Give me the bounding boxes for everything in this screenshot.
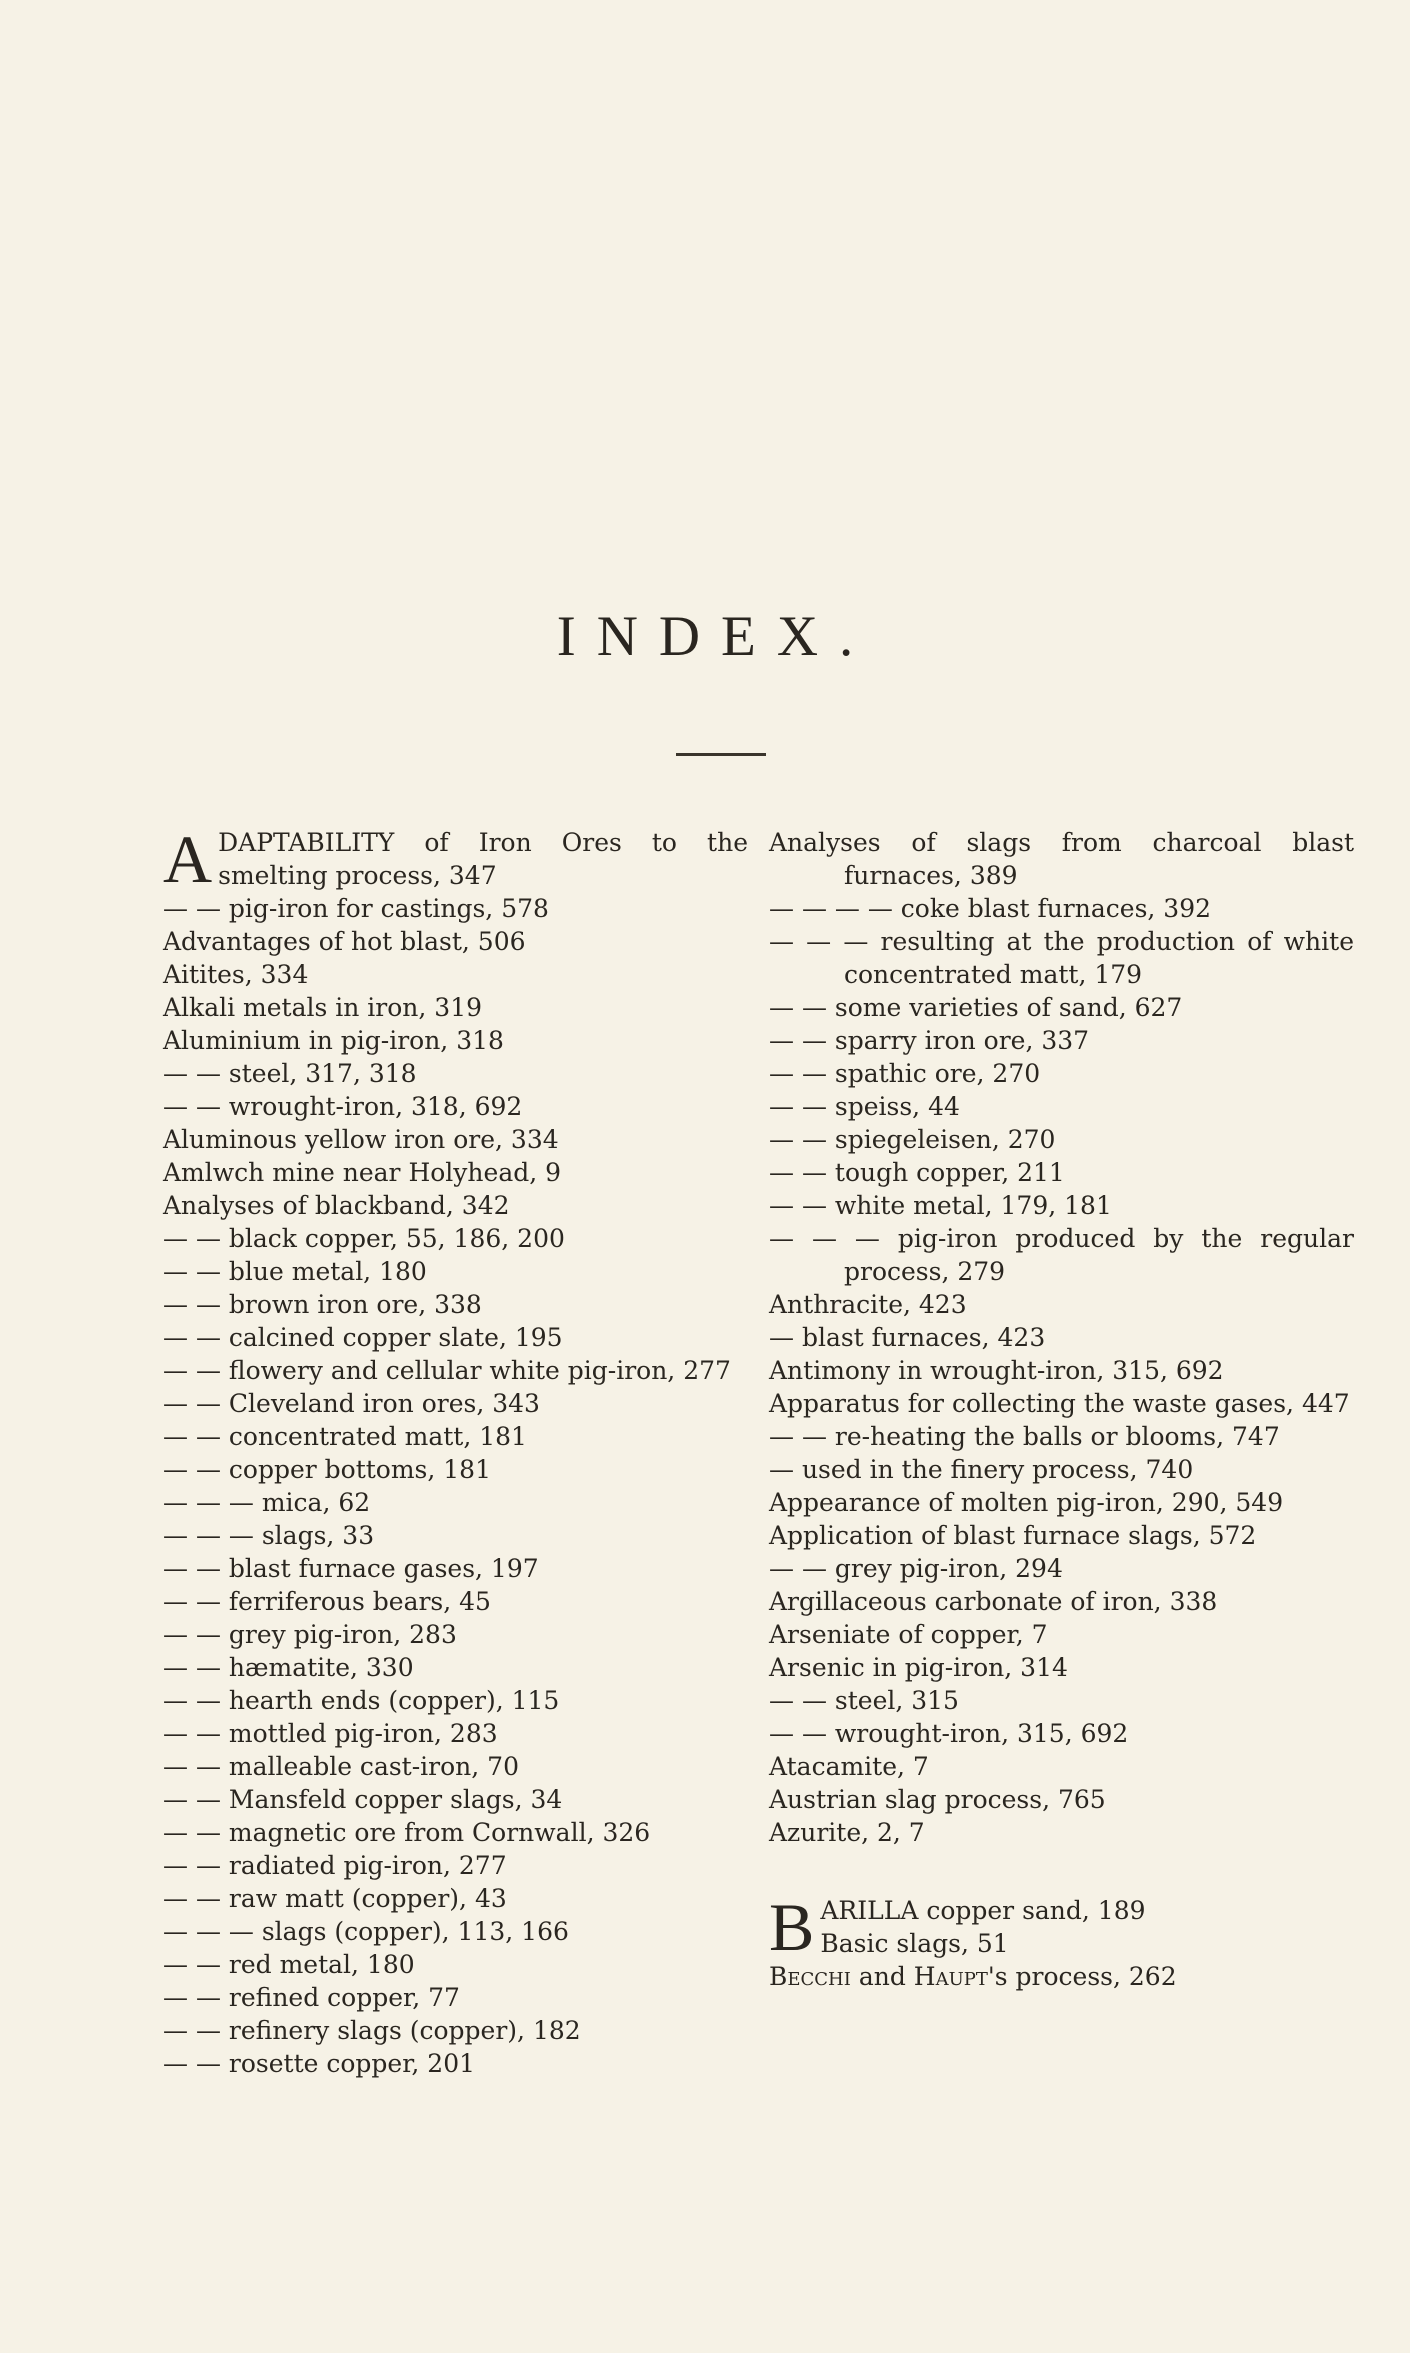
index-entry: Aitites, 334 — [163, 960, 309, 989]
index-entry: Argillaceous carbonate of iron, 338 — [769, 1587, 1218, 1616]
dropcap-b: B — [769, 1889, 815, 1965]
index-entry: — — Cleveland iron ores, 343 — [163, 1389, 540, 1418]
index-entry: — — re-heating the balls or blooms, 747 — [769, 1422, 1280, 1451]
index-entry: Atacamite, 7 — [769, 1752, 929, 1781]
index-entry: — — sparry iron ore, 337 — [769, 1026, 1090, 1055]
index-entry: — — — slags, 33 — [163, 1521, 375, 1550]
becchi-smallcaps: Becchi — [769, 1962, 851, 1991]
index-entry: — — — resulting at the production of white concentrated matt, 179 — [769, 927, 1354, 989]
index-entry: — — — mica, 62 — [163, 1488, 371, 1517]
index-entry: — — refinery slags (copper), 182 — [163, 2016, 581, 2045]
index-entry: — — rosette copper, 201 — [163, 2049, 476, 2078]
index-entry: Appearance of molten pig-iron, 290, 549 — [769, 1488, 1284, 1517]
index-entry: Alkali metals in iron, 319 — [163, 993, 483, 1022]
index-entry: — — copper bottoms, 181 — [163, 1455, 491, 1484]
index-entry: Antimony in wrought-iron, 315, 692 — [769, 1356, 1224, 1385]
page-title: INDEX. — [556, 605, 875, 668]
index-entry: — — Mansfeld copper slags, 34 — [163, 1785, 563, 1814]
index-entry: — — tough copper, 211 — [769, 1158, 1065, 1187]
index-entry: — — raw matt (copper), 43 — [163, 1884, 507, 1913]
index-entry: Analyses of slags from charcoal blast furnaces, 389 — [769, 828, 1354, 890]
index-entry: — — ferriferous bears, 45 — [163, 1587, 491, 1616]
index-entry-becchi — [769, 1960, 1354, 1993]
dropcap-a: A — [163, 821, 213, 897]
index-entry: — — wrought-iron, 318, 692 — [163, 1092, 523, 1121]
index-entry: — — wrought-iron, 315, 692 — [769, 1719, 1129, 1748]
index-entry: Azurite, 2, 7 — [769, 1818, 925, 1847]
becchi-tail: 's process, 262 — [987, 1962, 1177, 1991]
index-entry: Advantages of hot blast, 506 — [163, 927, 526, 956]
index-entry: — — grey pig-iron, 283 — [163, 1620, 457, 1649]
index-column-left — [163, 821, 748, 2080]
index-entry: — — malleable cast-iron, 70 — [163, 1752, 519, 1781]
index-entry: — — calcined copper slate, 195 — [163, 1323, 563, 1352]
index-entry: Apparatus for collecting the waste gases, 447 — [769, 1389, 1350, 1418]
index-entry: — used in the finery process, 740 — [769, 1455, 1194, 1484]
haupt-smallcaps: Haupt — [913, 1962, 988, 1991]
index-entry: Arsenic in pig-iron, 314 — [769, 1653, 1068, 1682]
index-entry: — — blast furnace gases, 197 — [163, 1554, 539, 1583]
index-entry: — — — — coke blast furnaces, 392 — [769, 894, 1212, 923]
index-entry: — — grey pig-iron, 294 — [769, 1554, 1063, 1583]
index-entry: — — refined copper, 77 — [163, 1983, 460, 2012]
index-entry: — — red metal, 180 — [163, 1950, 415, 1979]
title-rule — [676, 753, 766, 756]
b-first-text: copper sand, 189 — [918, 1896, 1146, 1925]
index-entry: — — hearth ends (copper), 115 — [163, 1686, 560, 1715]
index-entry: — — steel, 315 — [769, 1686, 959, 1715]
index-entry: Application of blast furnace slags, 572 — [769, 1521, 1257, 1550]
index-entry: — — magnetic ore from Cornwall, 326 — [163, 1818, 651, 1847]
index-entry: — — concentrated matt, 181 — [163, 1422, 527, 1451]
index-list-left — [163, 892, 748, 2080]
index-entry: Anthracite, 423 — [769, 1290, 967, 1319]
index-entry: — — steel, 317, 318 — [163, 1059, 417, 1088]
index-entry: — — radiated pig-iron, 277 — [163, 1851, 507, 1880]
index-entry: — — brown iron ore, 338 — [163, 1290, 482, 1319]
lead-text: of Iron Ores to the smelting process, 347 — [218, 828, 748, 890]
index-entry: Arseniate of copper, 7 — [769, 1620, 1048, 1649]
index-entry: — — pig-iron for castings, 578 — [163, 894, 549, 923]
index-entry: — — some varieties of sand, 627 — [769, 993, 1183, 1022]
index-column-right — [769, 826, 1354, 1993]
lead-smallcaps: DAPTABILITY — [218, 828, 395, 857]
index-entry: Austrian slag process, 765 — [769, 1785, 1106, 1814]
index-entry: — — — slags (copper), 113, 166 — [163, 1917, 569, 1946]
index-entry-lead-a — [163, 821, 748, 897]
index-entry: Analyses of blackband, 342 — [163, 1191, 510, 1220]
index-list-right — [769, 826, 1354, 1849]
index-entry: — — spiegeleisen, 270 — [769, 1125, 1056, 1154]
index-entry: — — hæmatite, 330 — [163, 1653, 414, 1682]
index-entry: — — mottled pig-iron, 283 — [163, 1719, 498, 1748]
index-entry: — — spathic ore, 270 — [769, 1059, 1041, 1088]
becchi-mid: and — [850, 1962, 914, 1991]
index-entry-lead-b — [769, 1889, 1354, 1965]
index-entry: — blast furnaces, 423 — [769, 1323, 1046, 1352]
index-entry: — — black copper, 55, 186, 200 — [163, 1224, 565, 1253]
section-spacer — [769, 1849, 1354, 1894]
index-entry: — — — pig-iron produced by the regular process, 279 — [769, 1224, 1354, 1286]
index-entry: Amlwch mine near Holyhead, 9 — [163, 1158, 562, 1187]
index-entry: — — blue metal, 180 — [163, 1257, 427, 1286]
b-second-entry: Basic slags, 51 — [820, 1929, 1009, 1958]
index-entry: Aluminium in pig-iron, 318 — [163, 1026, 504, 1055]
index-entry: — — speiss, 44 — [769, 1092, 960, 1121]
b-first-smallcaps: ARILLA — [820, 1896, 919, 1925]
index-entry: Aluminous yellow iron ore, 334 — [163, 1125, 559, 1154]
index-entry: — — white metal, 179, 181 — [769, 1191, 1112, 1220]
index-entry: — — flowery and cellular white pig-iron, 277 — [163, 1356, 731, 1385]
